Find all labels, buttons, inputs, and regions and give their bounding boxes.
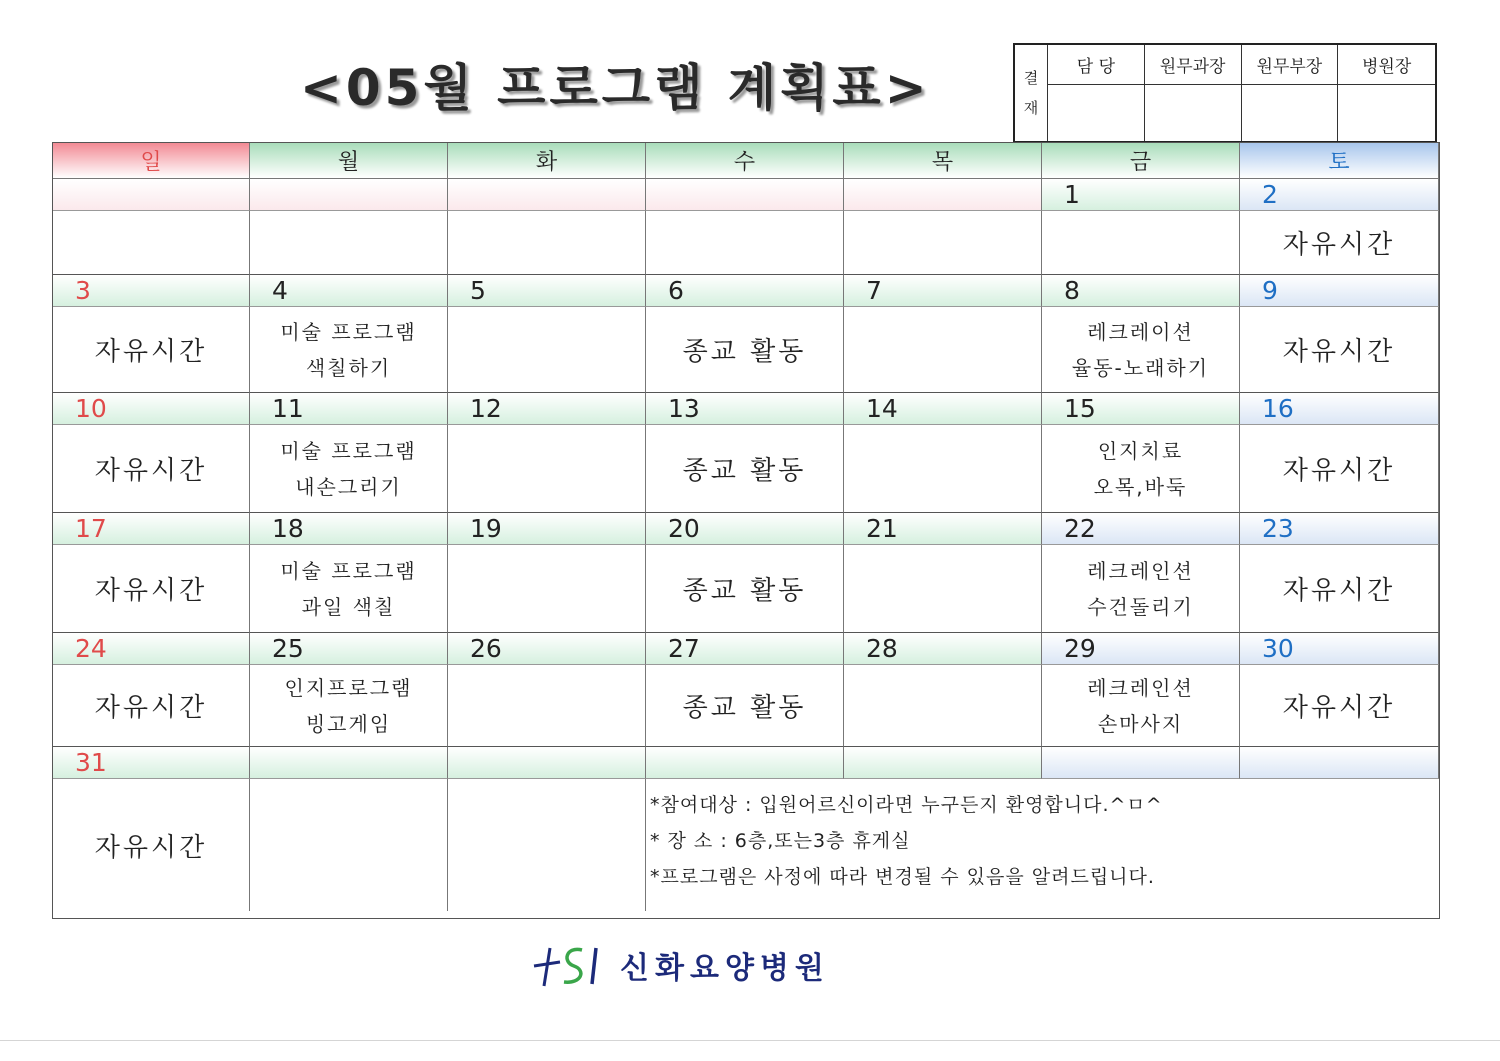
- event-line: 미술 프로그램: [280, 438, 417, 463]
- footer-logo: [530, 935, 950, 995]
- day-cell: [844, 665, 1042, 747]
- day-cell: [1042, 425, 1240, 513]
- event-line: 내손그리기: [295, 474, 402, 499]
- event-line: 수건돌리기: [1087, 594, 1194, 619]
- date-number: 24: [53, 633, 250, 665]
- event-line: 오목,바둑: [1093, 474, 1188, 499]
- day-cell: [448, 211, 646, 275]
- date-number: [250, 179, 448, 211]
- date-number: 11: [250, 393, 448, 425]
- weekday-header: 수: [646, 143, 844, 179]
- approval-header-manager: 담 당: [1048, 45, 1145, 85]
- page-bottom-line: [0, 1040, 1500, 1041]
- date-number: 13: [646, 393, 844, 425]
- day-cell: [53, 779, 250, 911]
- weekday-header: 화: [448, 143, 646, 179]
- approval-header-director: 병원장: [1338, 45, 1435, 85]
- event-title: 자유시간: [1282, 576, 1396, 606]
- approval-sign-admin-director[interactable]: [1242, 85, 1339, 141]
- day-cell: [53, 211, 250, 275]
- day-cell: [1042, 665, 1240, 747]
- event-line: 과일 색칠: [301, 594, 396, 619]
- note-line: *참여대상 : 입원어르신이라면 누구든지 환영합니다.^ㅁ^: [650, 794, 1163, 816]
- page-title: <05월 프로그램 계획표>: [300, 59, 931, 117]
- date-number: 5: [448, 275, 646, 307]
- date-number: 4: [250, 275, 448, 307]
- day-cell: [844, 211, 1042, 275]
- date-number: 18: [250, 513, 448, 545]
- day-cell: [250, 425, 448, 513]
- day-cell: [646, 307, 844, 393]
- date-number: 15: [1042, 393, 1240, 425]
- day-cell: [1042, 307, 1240, 393]
- date-number: 10: [53, 393, 250, 425]
- date-number: 28: [844, 633, 1042, 665]
- day-cell: [1240, 545, 1439, 633]
- event-title: 자유시간: [1282, 456, 1396, 486]
- day-cell: [250, 545, 448, 633]
- date-number: 25: [250, 633, 448, 665]
- day-cell: [448, 425, 646, 513]
- date-number: 6: [646, 275, 844, 307]
- event-title: 종교 활동: [682, 576, 807, 606]
- weekday-header: 금: [1042, 143, 1240, 179]
- event-line: 레크레인션: [1087, 558, 1194, 583]
- note-line: *프로그램은 사정에 따라 변경될 수 있음을 알려드립니다.: [650, 866, 1155, 888]
- approval-header-admin-chief: 원무과장: [1145, 45, 1242, 85]
- date-number: [844, 747, 1042, 779]
- approval-header-admin-director: 원무부장: [1242, 45, 1339, 85]
- date-number: 9: [1240, 275, 1439, 307]
- event-title: 자유시간: [1282, 693, 1396, 723]
- event-title: 자유시간: [1282, 337, 1396, 367]
- date-number: 8: [1042, 275, 1240, 307]
- event-title: 자유시간: [1282, 230, 1396, 260]
- event-line: 레크레이션: [1087, 319, 1194, 344]
- day-cell: [448, 779, 646, 911]
- day-cell: [53, 307, 250, 393]
- day-cell: [1042, 211, 1240, 275]
- approval-side-label: [1015, 45, 1048, 141]
- day-cell: [448, 545, 646, 633]
- date-number: 27: [646, 633, 844, 665]
- date-number: 3: [53, 275, 250, 307]
- event-line: 인지치료: [1097, 438, 1184, 463]
- note-line: * 장 소 : 6층,또는3층 휴게실: [650, 830, 911, 852]
- day-cell: [1240, 665, 1439, 747]
- day-cell: [844, 545, 1042, 633]
- weekday-header: 토: [1240, 143, 1439, 179]
- day-cell: [1240, 211, 1439, 275]
- date-number: 23: [1240, 513, 1439, 545]
- date-number: 12: [448, 393, 646, 425]
- event-line: 인지프로그램: [284, 675, 413, 700]
- date-number: [646, 747, 844, 779]
- day-cell: [646, 665, 844, 747]
- day-cell: [1042, 545, 1240, 633]
- approval-box: [1013, 43, 1437, 143]
- calendar-grid: [52, 142, 1440, 919]
- date-number: 17: [53, 513, 250, 545]
- approval-side-top: 결: [1023, 69, 1039, 87]
- date-number: [53, 179, 250, 211]
- hospital-logo-icon: [530, 940, 610, 990]
- date-number: 31: [53, 747, 250, 779]
- date-number: 21: [844, 513, 1042, 545]
- day-cell: [1240, 425, 1439, 513]
- event-title: 자유시간: [94, 337, 208, 367]
- program-notes: [646, 779, 1439, 911]
- event-title: 자유시간: [94, 693, 208, 723]
- date-number: [1240, 747, 1439, 779]
- date-number: 22: [1042, 513, 1240, 545]
- event-line: 미술 프로그램: [280, 558, 417, 583]
- day-cell: [250, 211, 448, 275]
- approval-side-bottom: 재: [1023, 99, 1039, 117]
- event-line: 율동-노래하기: [1071, 355, 1210, 380]
- day-cell: [646, 211, 844, 275]
- event-title: 자유시간: [94, 576, 208, 606]
- date-number: 20: [646, 513, 844, 545]
- event-title: 종교 활동: [682, 337, 807, 367]
- event-title: 종교 활동: [682, 456, 807, 486]
- event-line: 빙고게임: [305, 711, 392, 736]
- day-cell: [646, 425, 844, 513]
- event-line: 레크레인션: [1087, 675, 1194, 700]
- day-cell: [448, 665, 646, 747]
- day-cell: [646, 545, 844, 633]
- date-number: 30: [1240, 633, 1439, 665]
- date-number: [448, 747, 646, 779]
- approval-sign-director[interactable]: [1338, 85, 1435, 141]
- date-number: [1042, 747, 1240, 779]
- event-title: 자유시간: [94, 832, 208, 863]
- date-number: 16: [1240, 393, 1439, 425]
- day-cell: [250, 779, 448, 911]
- date-number: 19: [448, 513, 646, 545]
- day-cell: [53, 545, 250, 633]
- date-number: [448, 179, 646, 211]
- date-number: 1: [1042, 179, 1240, 211]
- day-cell: [53, 425, 250, 513]
- date-number: 2: [1240, 179, 1439, 211]
- day-cell: [53, 665, 250, 747]
- date-number: [250, 747, 448, 779]
- day-cell: [844, 307, 1042, 393]
- date-number: [844, 179, 1042, 211]
- approval-sign-admin-chief[interactable]: [1145, 85, 1242, 141]
- date-number: 26: [448, 633, 646, 665]
- day-cell: [250, 665, 448, 747]
- date-number: [646, 179, 844, 211]
- weekday-header: 목: [844, 143, 1042, 179]
- weekday-header: 월: [250, 143, 448, 179]
- date-number: 14: [844, 393, 1042, 425]
- approval-sign-manager[interactable]: [1048, 85, 1145, 141]
- event-line: 색칠하기: [305, 355, 392, 380]
- day-cell: [250, 307, 448, 393]
- date-number: 29: [1042, 633, 1240, 665]
- event-line: 미술 프로그램: [280, 319, 417, 344]
- day-cell: [448, 307, 646, 393]
- event-line: 손마사지: [1097, 711, 1184, 736]
- weekday-header: 일: [53, 143, 250, 179]
- event-title: 자유시간: [94, 456, 208, 486]
- day-cell: [844, 425, 1042, 513]
- event-title: 종교 활동: [682, 693, 807, 723]
- date-number: 7: [844, 275, 1042, 307]
- day-cell: [1240, 307, 1439, 393]
- hospital-name: 신화요양병원: [620, 951, 830, 986]
